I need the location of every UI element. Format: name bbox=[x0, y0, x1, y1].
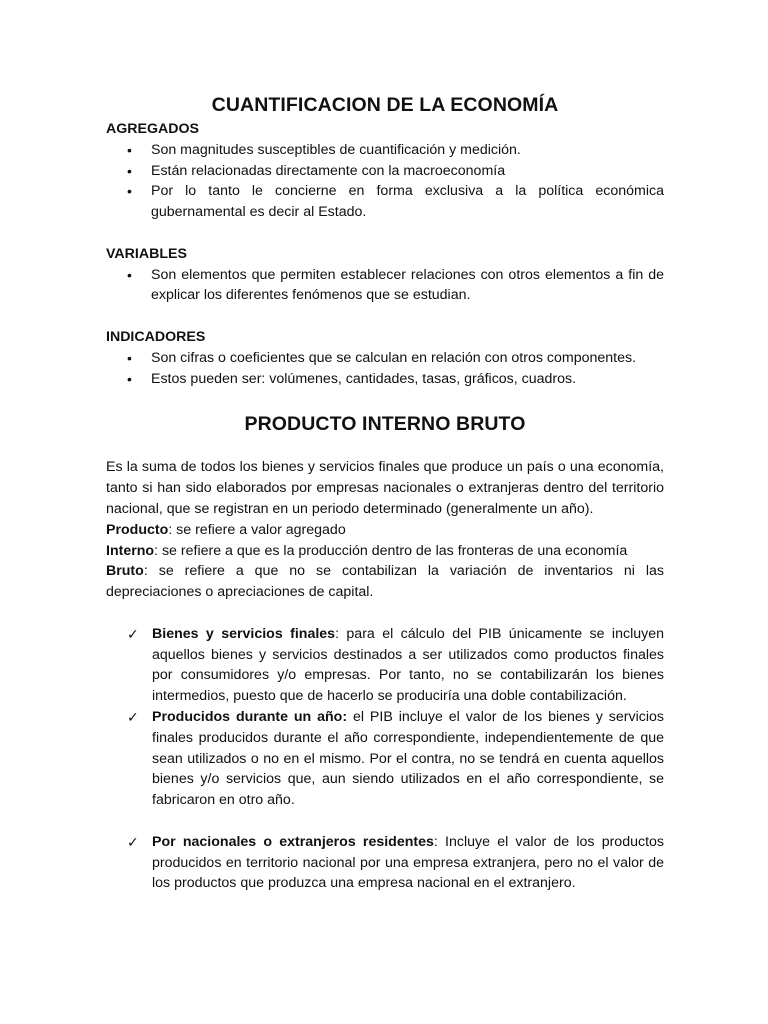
check-item: ✓ Bienes y servicios finales: para el cálculo del PIB únicamente se incluyen aquellos bienes y servicios destinados a ser utilizados como productos finales por consumidores y/o empresas. Por tanto, no se contabilizarán los bienes intermedios, puesto que de hacerlo se produciría una doble contabilización. bbox=[127, 625, 664, 705]
bullet-icon: • bbox=[127, 349, 132, 366]
checkmark-icon: ✓ bbox=[127, 833, 139, 850]
document-title: CUANTIFICACION DE LA ECONOMÍA bbox=[211, 94, 559, 116]
definition-bruto: Bruto: se refiere a que no se contabilizan la variación de inventarios ni las depreciaciones o apreciaciones de capital. bbox=[106, 563, 664, 601]
definition-interno: Interno: se refiere a que es la producción dentro de las fronteras de una economía bbox=[106, 542, 628, 559]
bullet-icon: • bbox=[127, 162, 132, 179]
pib-checklist-2 bbox=[106, 832, 664, 894]
list-item: • Por lo tanto le concierne en forma exclusiva a la política económica gubernamental es decir al Estado. bbox=[127, 183, 664, 221]
list-item: • Son cifras o coeficientes que se calculan en relación con otros componentes. bbox=[106, 348, 664, 369]
variables-list bbox=[106, 265, 664, 307]
bullet-icon: • bbox=[127, 370, 132, 387]
checkmark-icon: ✓ bbox=[127, 625, 139, 642]
pib-intro: Es la suma de todos los bienes y servicios finales que produce un país o una economía, tanto si han sido elaborados por empresas nacionales o extranjeras dentro del territorio nacional, que se registran en un periodo determinado (generalmente un año). bbox=[106, 459, 664, 517]
indicadores-heading: INDICADORES bbox=[106, 328, 206, 345]
pib-title: PRODUCTO INTERNO BRUTO bbox=[244, 413, 526, 436]
indicadores-list bbox=[106, 348, 664, 390]
definition-producto: Producto: se refiere a valor agregado bbox=[106, 521, 346, 538]
bullet-icon: • bbox=[127, 266, 132, 283]
bullet-icon: • bbox=[127, 141, 132, 158]
list-item: • Son elementos que permiten establecer relaciones con otros elementos a fin de explicar los diferentes fenómenos que se estudian. bbox=[127, 266, 664, 304]
agregados-list bbox=[106, 140, 664, 223]
list-item: • Estos pueden ser: volúmenes, cantidades, tasas, gráficos, cuadros. bbox=[106, 369, 664, 390]
list-item: • Están relacionadas directamente con la macroeconomía bbox=[106, 161, 664, 182]
check-item: ✓ Por nacionales o extranjeros residentes: Incluye el valor de los productos producidos en territorio nacional por una empresa extranjera, pero no el valor de los productos que produzca una empresa nacional en el extranjero. bbox=[127, 833, 664, 892]
bullet-icon: • bbox=[127, 183, 132, 200]
pib-checklist bbox=[106, 624, 664, 811]
checkmark-icon: ✓ bbox=[127, 708, 139, 725]
variables-heading: VARIABLES bbox=[106, 245, 187, 262]
list-item: • Son magnitudes susceptibles de cuantificación y medición. bbox=[106, 140, 664, 161]
check-item: ✓ Producidos durante un año: el PIB incluye el valor de los bienes y servicios finales producidos durante el año correspondiente, independientemente de que sean utilizados o no en el mismo. Por el contra, no se tendrá en cuenta aquellos bienes y/o servicios que, aun siendo utilizados en el año correspondiente, se fabricaron en otro año. bbox=[127, 708, 664, 809]
agregados-heading: AGREGADOS bbox=[106, 121, 200, 137]
